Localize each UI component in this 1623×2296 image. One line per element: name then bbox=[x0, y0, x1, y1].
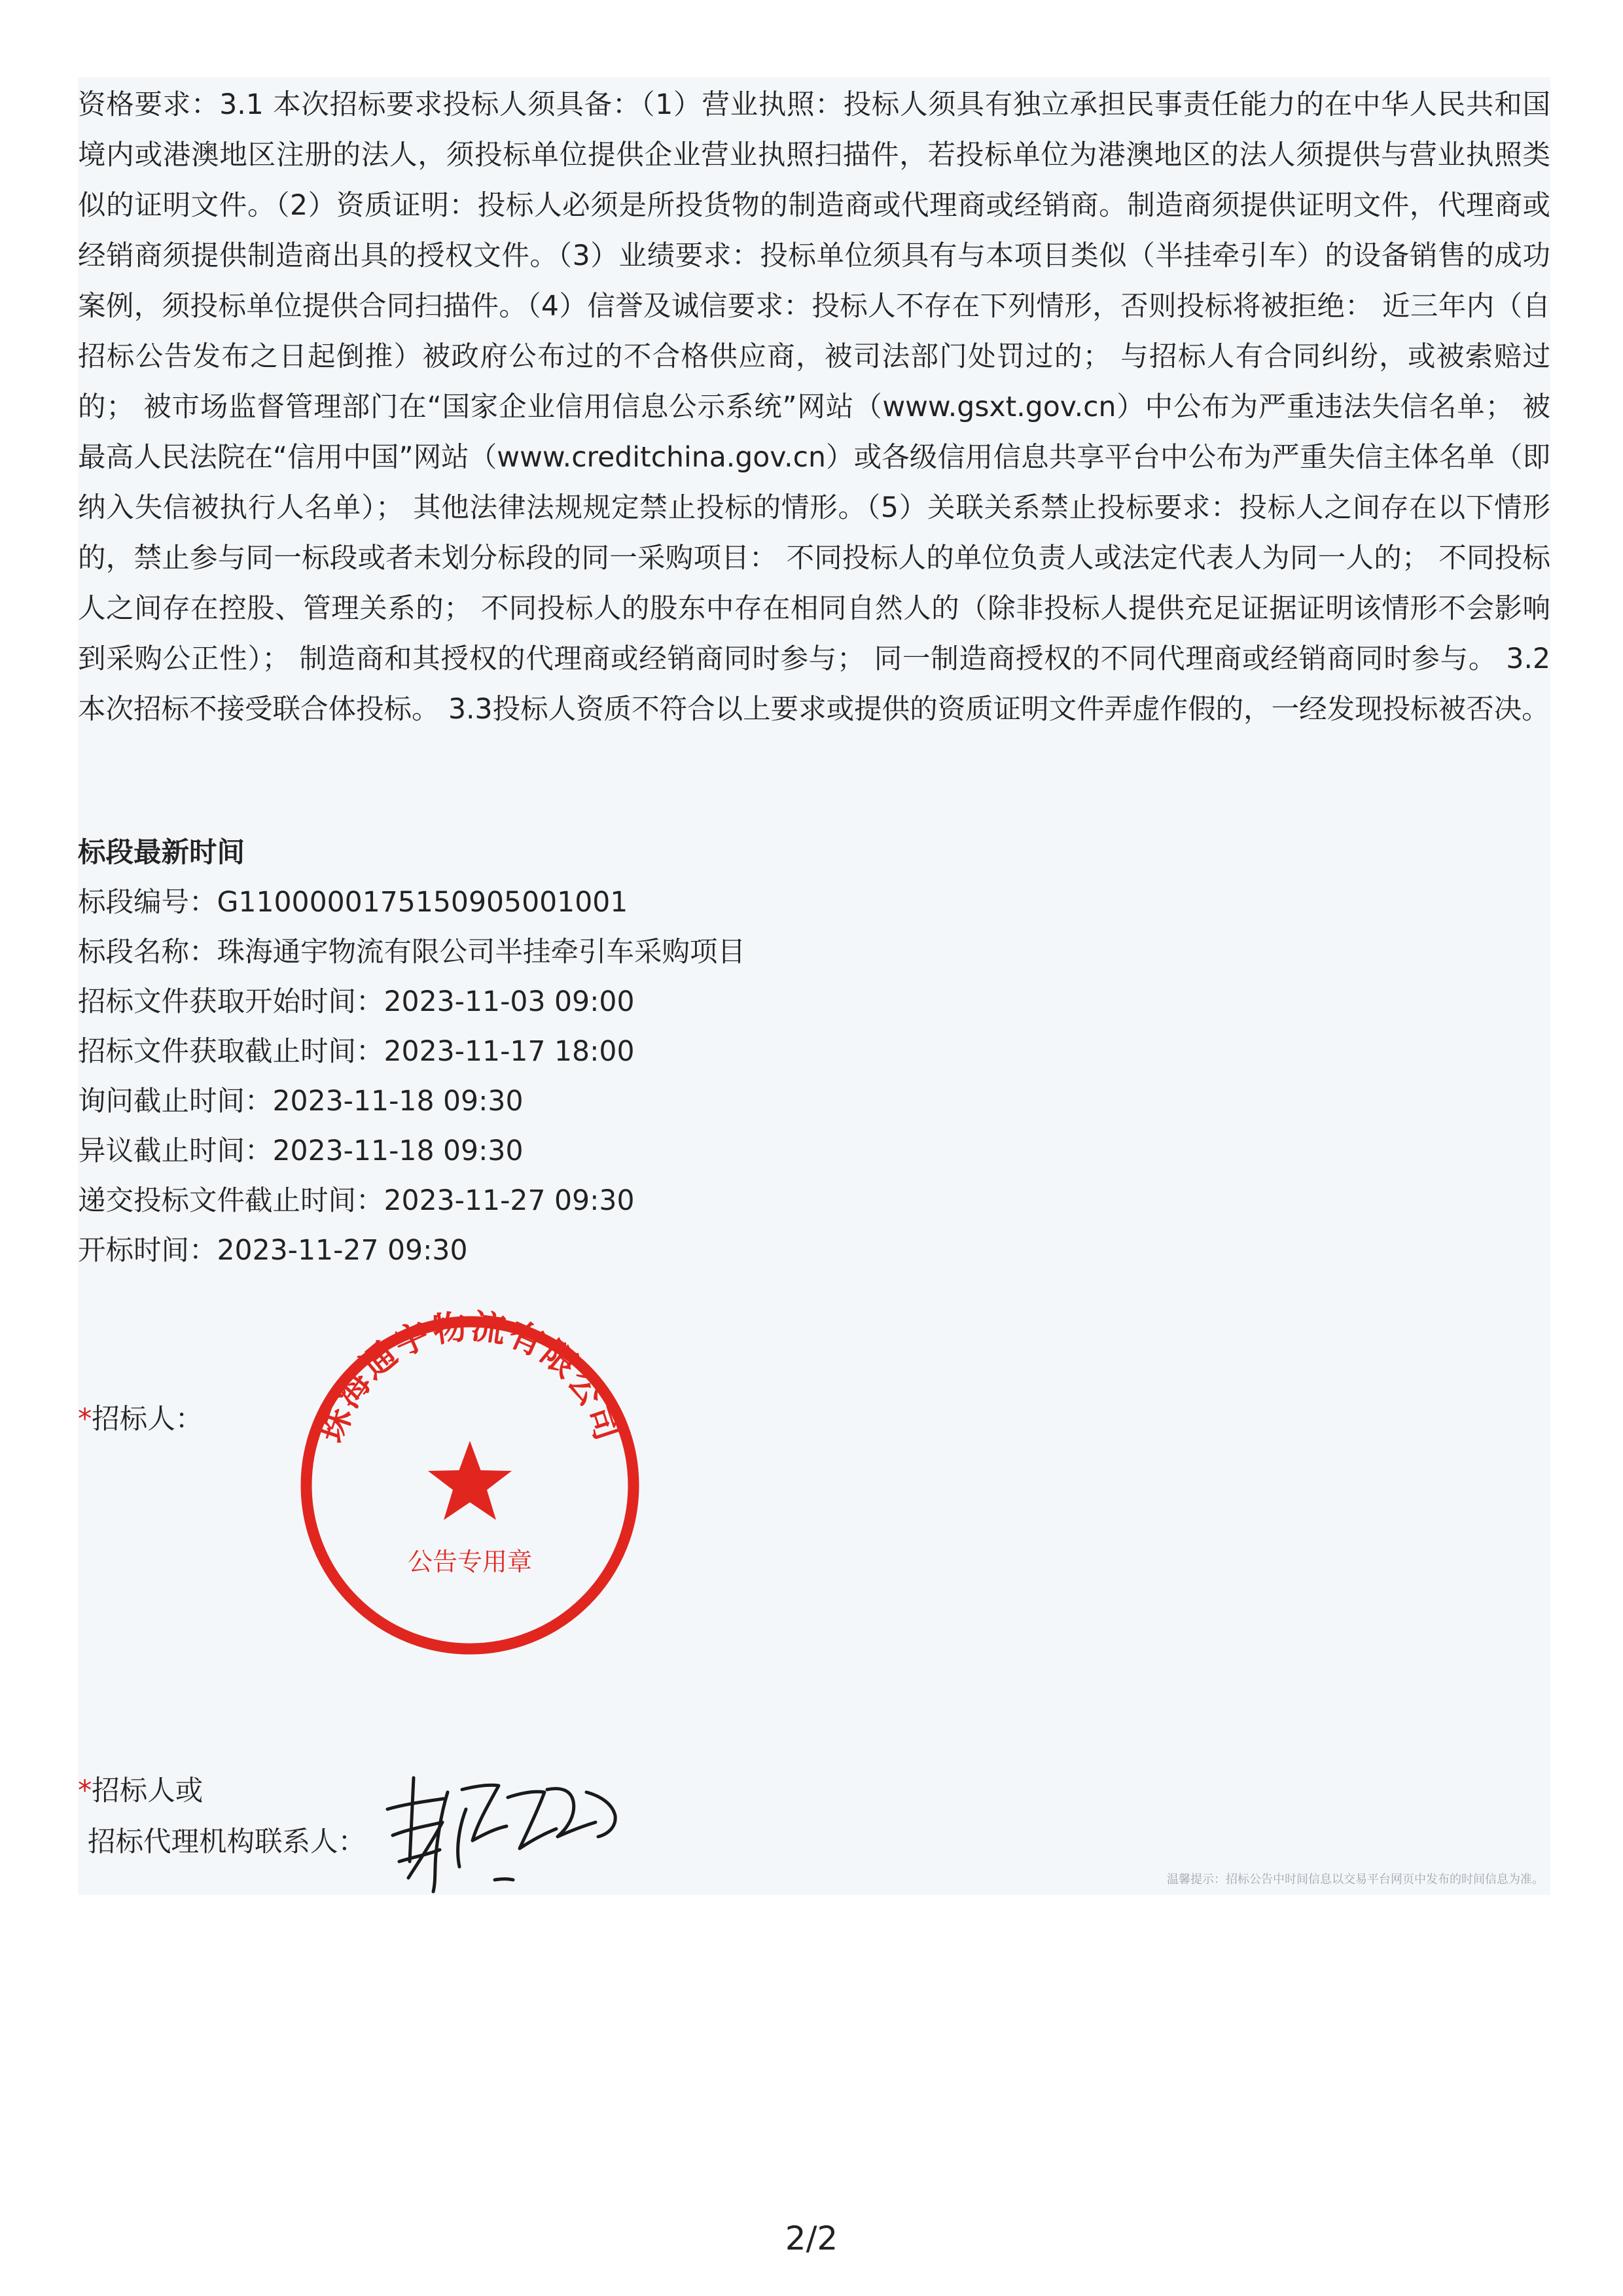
field-lot-name: 标段名称：珠海通宇物流有限公司半挂牵引车采购项目 bbox=[78, 936, 746, 968]
required-mark: * bbox=[78, 1404, 92, 1436]
seal-star-icon bbox=[428, 1441, 512, 1520]
page-number: 2/2 bbox=[785, 2219, 838, 2257]
company-seal bbox=[287, 1296, 653, 1675]
seal-purpose: 公告专用章 bbox=[407, 1547, 533, 1576]
seal-company-name: 珠海通宇物流有限公司 bbox=[312, 1307, 628, 1447]
field-objection-deadline: 异议截止时间：2023-11-18 09:30 bbox=[78, 1135, 524, 1167]
contact-label-line2: 招标代理机构联系人： bbox=[88, 1826, 366, 1858]
svg-text:珠海通宇物流有限公司 bbox=[312, 1307, 628, 1447]
field-bid-submission-deadline: 递交投标文件截止时间：2023-11-27 09:30 bbox=[78, 1185, 635, 1217]
field-doc-start-time: 招标文件获取开始时间：2023-11-03 09:00 bbox=[78, 986, 635, 1018]
handwritten-signature bbox=[380, 1763, 622, 1894]
field-doc-end-time: 招标文件获取截止时间：2023-11-17 18:00 bbox=[78, 1036, 635, 1068]
qualification-requirements-paragraph: 资格要求：3.1 本次招标要求投标人须具备：（1）营业执照：投标人须具有独立承担民事责任能力的在中华人民共和国境内或港澳地区注册的法人，须投标单位提供企业营业执照扫描件，若投标单位为港澳地区的法人须提供与营业执照类似的证明文件。（2）资质证明：投标人必须是所投货物的制造商或代理商或经销商。制造商须提供证明文件，代理商或经销商须提供制造商出具的授权文件。（3）业绩要求：投标单位须具有与本项目类似（半挂牵引车）的设备销售的成功案例，须投标单位提供合同扫描件。（4）信誉及诚信要求：投标人不存在下列情形，否则投标将被拒绝： 近三年内（自招标公告发布之日起倒推）被政府公布过的不合格供应商，被司法部门处罚过的； 与招标人有合同纠纷，或被索赔过的； 被市场监督管理部门在“国家企业信用信息公示系统”网站（www.gsxt.gov.cn）中公布为严重违法失信名单； 被最高人民法院在“信用中国”网站（www.creditchina.gov.cn）或各级信用信息共享平台中公布为严重失信主体名单（即纳入失信被执行人名单）； 其他法律法规规定禁止投标的情形。（5）关联关系禁止投标要求：投标人之间存在以下情形的，禁止参与同一标段或者未划分标段的同一采购项目： 不同投标人的单位负责人或法定代表人为同一人的； 不同投标人之间存在控股、管理关系的； 不同投标人的股东中存在相同自然人的（除非投标人提供充足证据证明该情形不会影响到采购公正性）； 制造商和其授权的代理商或经销商同时参与； 同一制造商授权的不同代理商或经销商同时参与。 3.2 本次招标不接受联合体投标。 3.3投标人资质不符合以上要求或提供的资质证明文件弄虚作假的，一经发现投标被否决。 bbox=[78, 89, 1550, 726]
warm-tip: 温馨提示：招标公告中时间信息以交易平台网页中发布的时间信息为准。 bbox=[1167, 1873, 1544, 1886]
field-lot-number: 标段编号：G1100000175150905001001 bbox=[78, 887, 628, 919]
section-title: 标段最新时间 bbox=[78, 837, 245, 869]
required-mark: * bbox=[78, 1775, 92, 1807]
field-inquiry-deadline: 询问截止时间：2023-11-18 09:30 bbox=[78, 1086, 524, 1118]
field-bid-opening-time: 开标时间：2023-11-27 09:30 bbox=[78, 1235, 468, 1267]
contact-label: *招标人或 bbox=[78, 1775, 204, 1807]
tenderer-label: *招标人： bbox=[78, 1404, 204, 1436]
